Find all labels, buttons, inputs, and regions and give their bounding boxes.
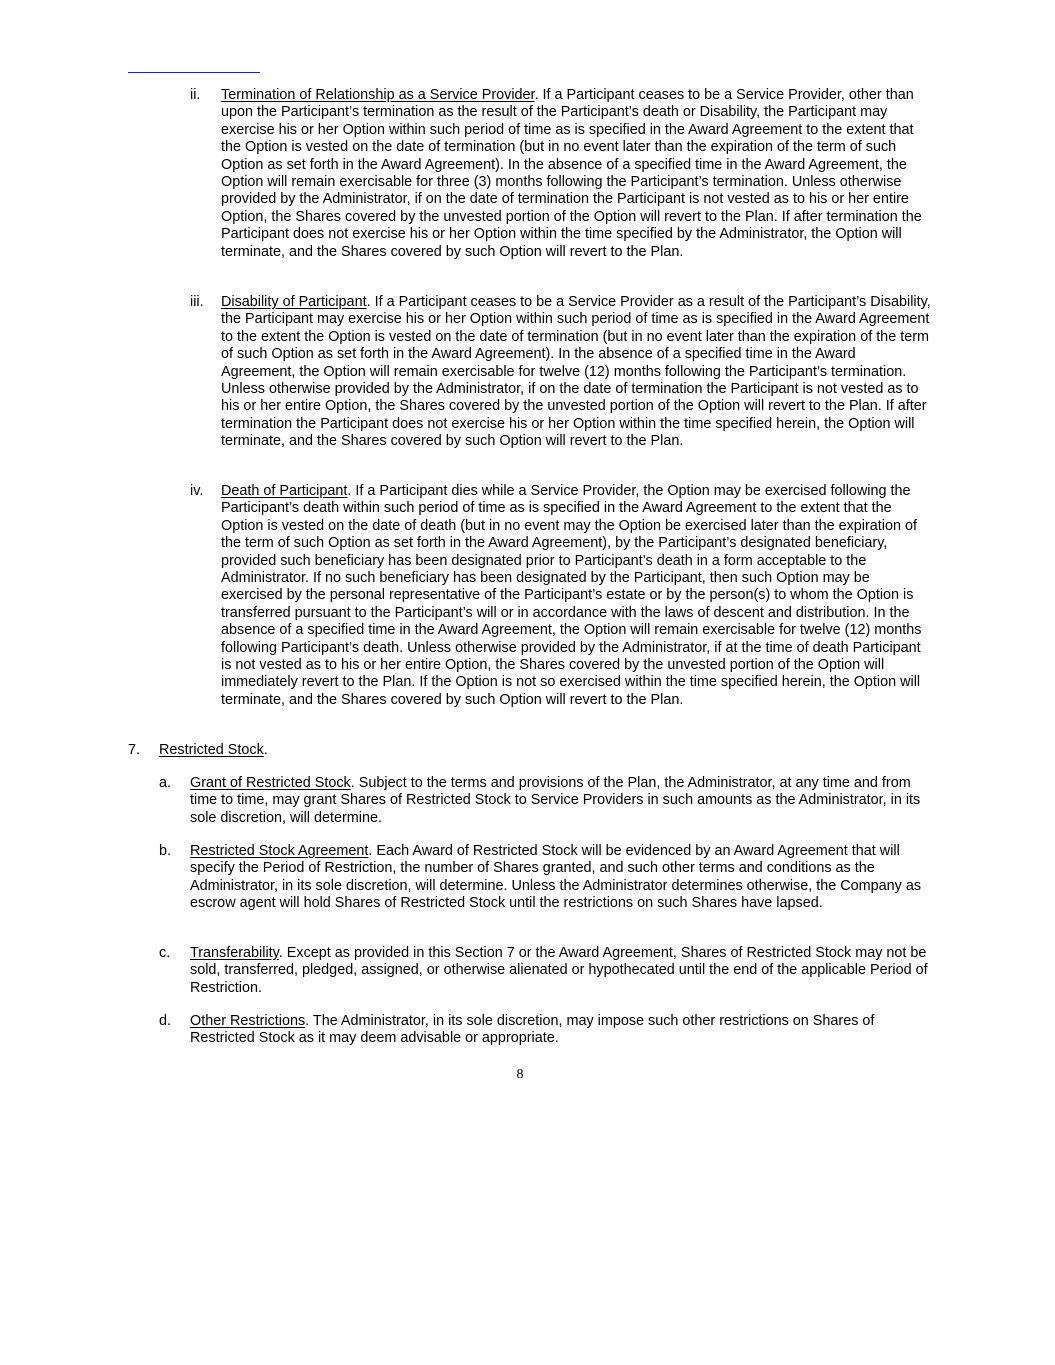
item-iii-marker: iii. bbox=[190, 294, 204, 310]
item-iv-heading: Death of Participant bbox=[221, 483, 348, 499]
section-7-tail: . bbox=[263, 742, 268, 758]
subsection-a-body: . Subject to the terms and provisions of the Plan, the Administrator, at any time and from time to time, may grant Shares of Restricted Stock to Service Providers in such amounts as the Administrator, in its sole discretion, will determine. bbox=[190, 775, 921, 826]
item-iii-body: . If a Participant ceases to be a Service Provider as a result of the Participant’s Disability, the Participant may exercise his or her Option within such period of time as is specified in the Award Agreement to the extent the Option is vested on the date of termination (but in no event later than the expiration of the term of such Option as set forth in the Award Agreement). In the absence of a specified time in the Award Agreement, the Option will remain exercisable for twelve (12) months following the Participant’s termination. Unless otherwise provided by the Administrator, if on the date of termination the Participant is not vested as to his or her entire Option, the Shares covered by the unvested portion of the Option will revert to the Plan. If after termination the Participant does not exercise his or her Option within the time specified herein, the Option will terminate, and the Shares covered by such Option will revert to the Plan. bbox=[221, 294, 931, 450]
item-iii-heading: Disability of Participant bbox=[221, 294, 367, 310]
item-ii-marker: ii. bbox=[190, 87, 201, 103]
section-7-marker: 7. bbox=[128, 742, 141, 758]
subsection-c-marker: c. bbox=[159, 945, 171, 961]
page-number: 8 bbox=[516, 1067, 524, 1082]
subsection-c-heading: Transferability bbox=[190, 945, 279, 961]
subsection-a-heading: Grant of Restricted Stock bbox=[190, 775, 351, 791]
item-ii-heading: Termination of Relationship as a Service Provider bbox=[221, 87, 535, 103]
subsection-a-marker: a. bbox=[159, 775, 172, 791]
subsection-c-body: . Except as provided in this Section 7 or the Award Agreement, Shares of Restricted Stock may not be sold, transferred, pledged, assigned, or otherwise alienated or hypothecated until the end of the applicable Period of Restriction. bbox=[190, 945, 928, 996]
item-iv-body: . If a Participant dies while a Service Provider, the Option may be exercised following the Participant’s death within such period of time as is specified in the Award Agreement to the extent that the Option is vested on the date of death (but in no event may the Option be exercised later than the expiration of the term of such Option as set forth in the Award Agreement), by the Participant’s designated beneficiary, provided such beneficiary has been designated prior to Participant’s death in a form acceptable to the Administrator. If no such beneficiary has been designated by the Participant, then such Option may be exercised by the personal representative of the Participant’s estate or by the person(s) to whom the Option is transferred pursuant to the Participant’s will or in accordance with the laws of descent and distribution. In the absence of a specified time in the Award Agreement, the Option will remain exercisable for twelve (12) months following Participant’s death. Unless otherwise provided by the Administrator, if at the time of death Participant is not vested as to his or her entire Option, the Shares covered by the unvested portion of the Option will immediately revert to the Plan. If the Option is not so exercised within the time specified herein, the Option will terminate, and the Shares covered by such Option will revert to the Plan. bbox=[221, 483, 922, 708]
item-ii-body: . If a Participant ceases to be a Service Provider, other than upon the Participant’s termination as the result of the Participant’s death or Disability, the Participant may exercise his or her Option within such period of time as is specified in the Award Agreement to the extent that the Option is vested on the date of termination (but in no event later than the expiration of the term of such Option as set forth in the Award Agreement). In the absence of a specified time in the Award Agreement, the Option will remain exercisable for three (3) months following the Participant’s termination. Unless otherwise provided by the Administrator, if on the date of termination the Participant is not vested as to his or her entire Option, the Shares covered by the unvested portion of the Option will revert to the Plan. If after termination the Participant does not exercise his or her Option within the time specified by the Administrator, the Option will terminate, and the Shares covered by such Option will revert to the Plan. bbox=[221, 87, 922, 260]
subsection-b-paragraph bbox=[190, 843, 930, 913]
subsection-b-heading: Restricted Stock Agreement bbox=[190, 843, 369, 859]
item-iv-paragraph bbox=[221, 483, 933, 709]
item-iv-marker: iv. bbox=[190, 483, 204, 499]
subsection-d-heading: Other Restrictions bbox=[190, 1013, 306, 1029]
section-7-title bbox=[159, 742, 859, 759]
item-ii-paragraph bbox=[221, 87, 933, 261]
subsection-d-body: . The Administrator, in its sole discretion, may impose such other restrictions on Shares of Restricted Stock as it may deem advisable or appropriate. bbox=[190, 1013, 875, 1047]
subsection-b-body: . Each Award of Restricted Stock will be evidenced by an Award Agreement that will specify the Period of Restriction, the number of Shares granted, and such other terms and conditions as the Administrator, in its sole discretion, will determine. Unless the Administrator determines otherwise, the Company as escrow agent will hold Shares of Restricted Stock until the restrictions on such Shares have lapsed. bbox=[190, 843, 922, 912]
subsection-d-paragraph bbox=[190, 1013, 930, 1048]
header-rule bbox=[128, 72, 260, 73]
item-iii-paragraph bbox=[221, 294, 933, 451]
subsection-b-marker: b. bbox=[159, 843, 172, 859]
subsection-d-marker: d. bbox=[159, 1013, 172, 1029]
section-7-heading: Restricted Stock bbox=[159, 742, 264, 758]
subsection-c-paragraph bbox=[190, 945, 930, 997]
subsection-a-paragraph bbox=[190, 775, 930, 827]
